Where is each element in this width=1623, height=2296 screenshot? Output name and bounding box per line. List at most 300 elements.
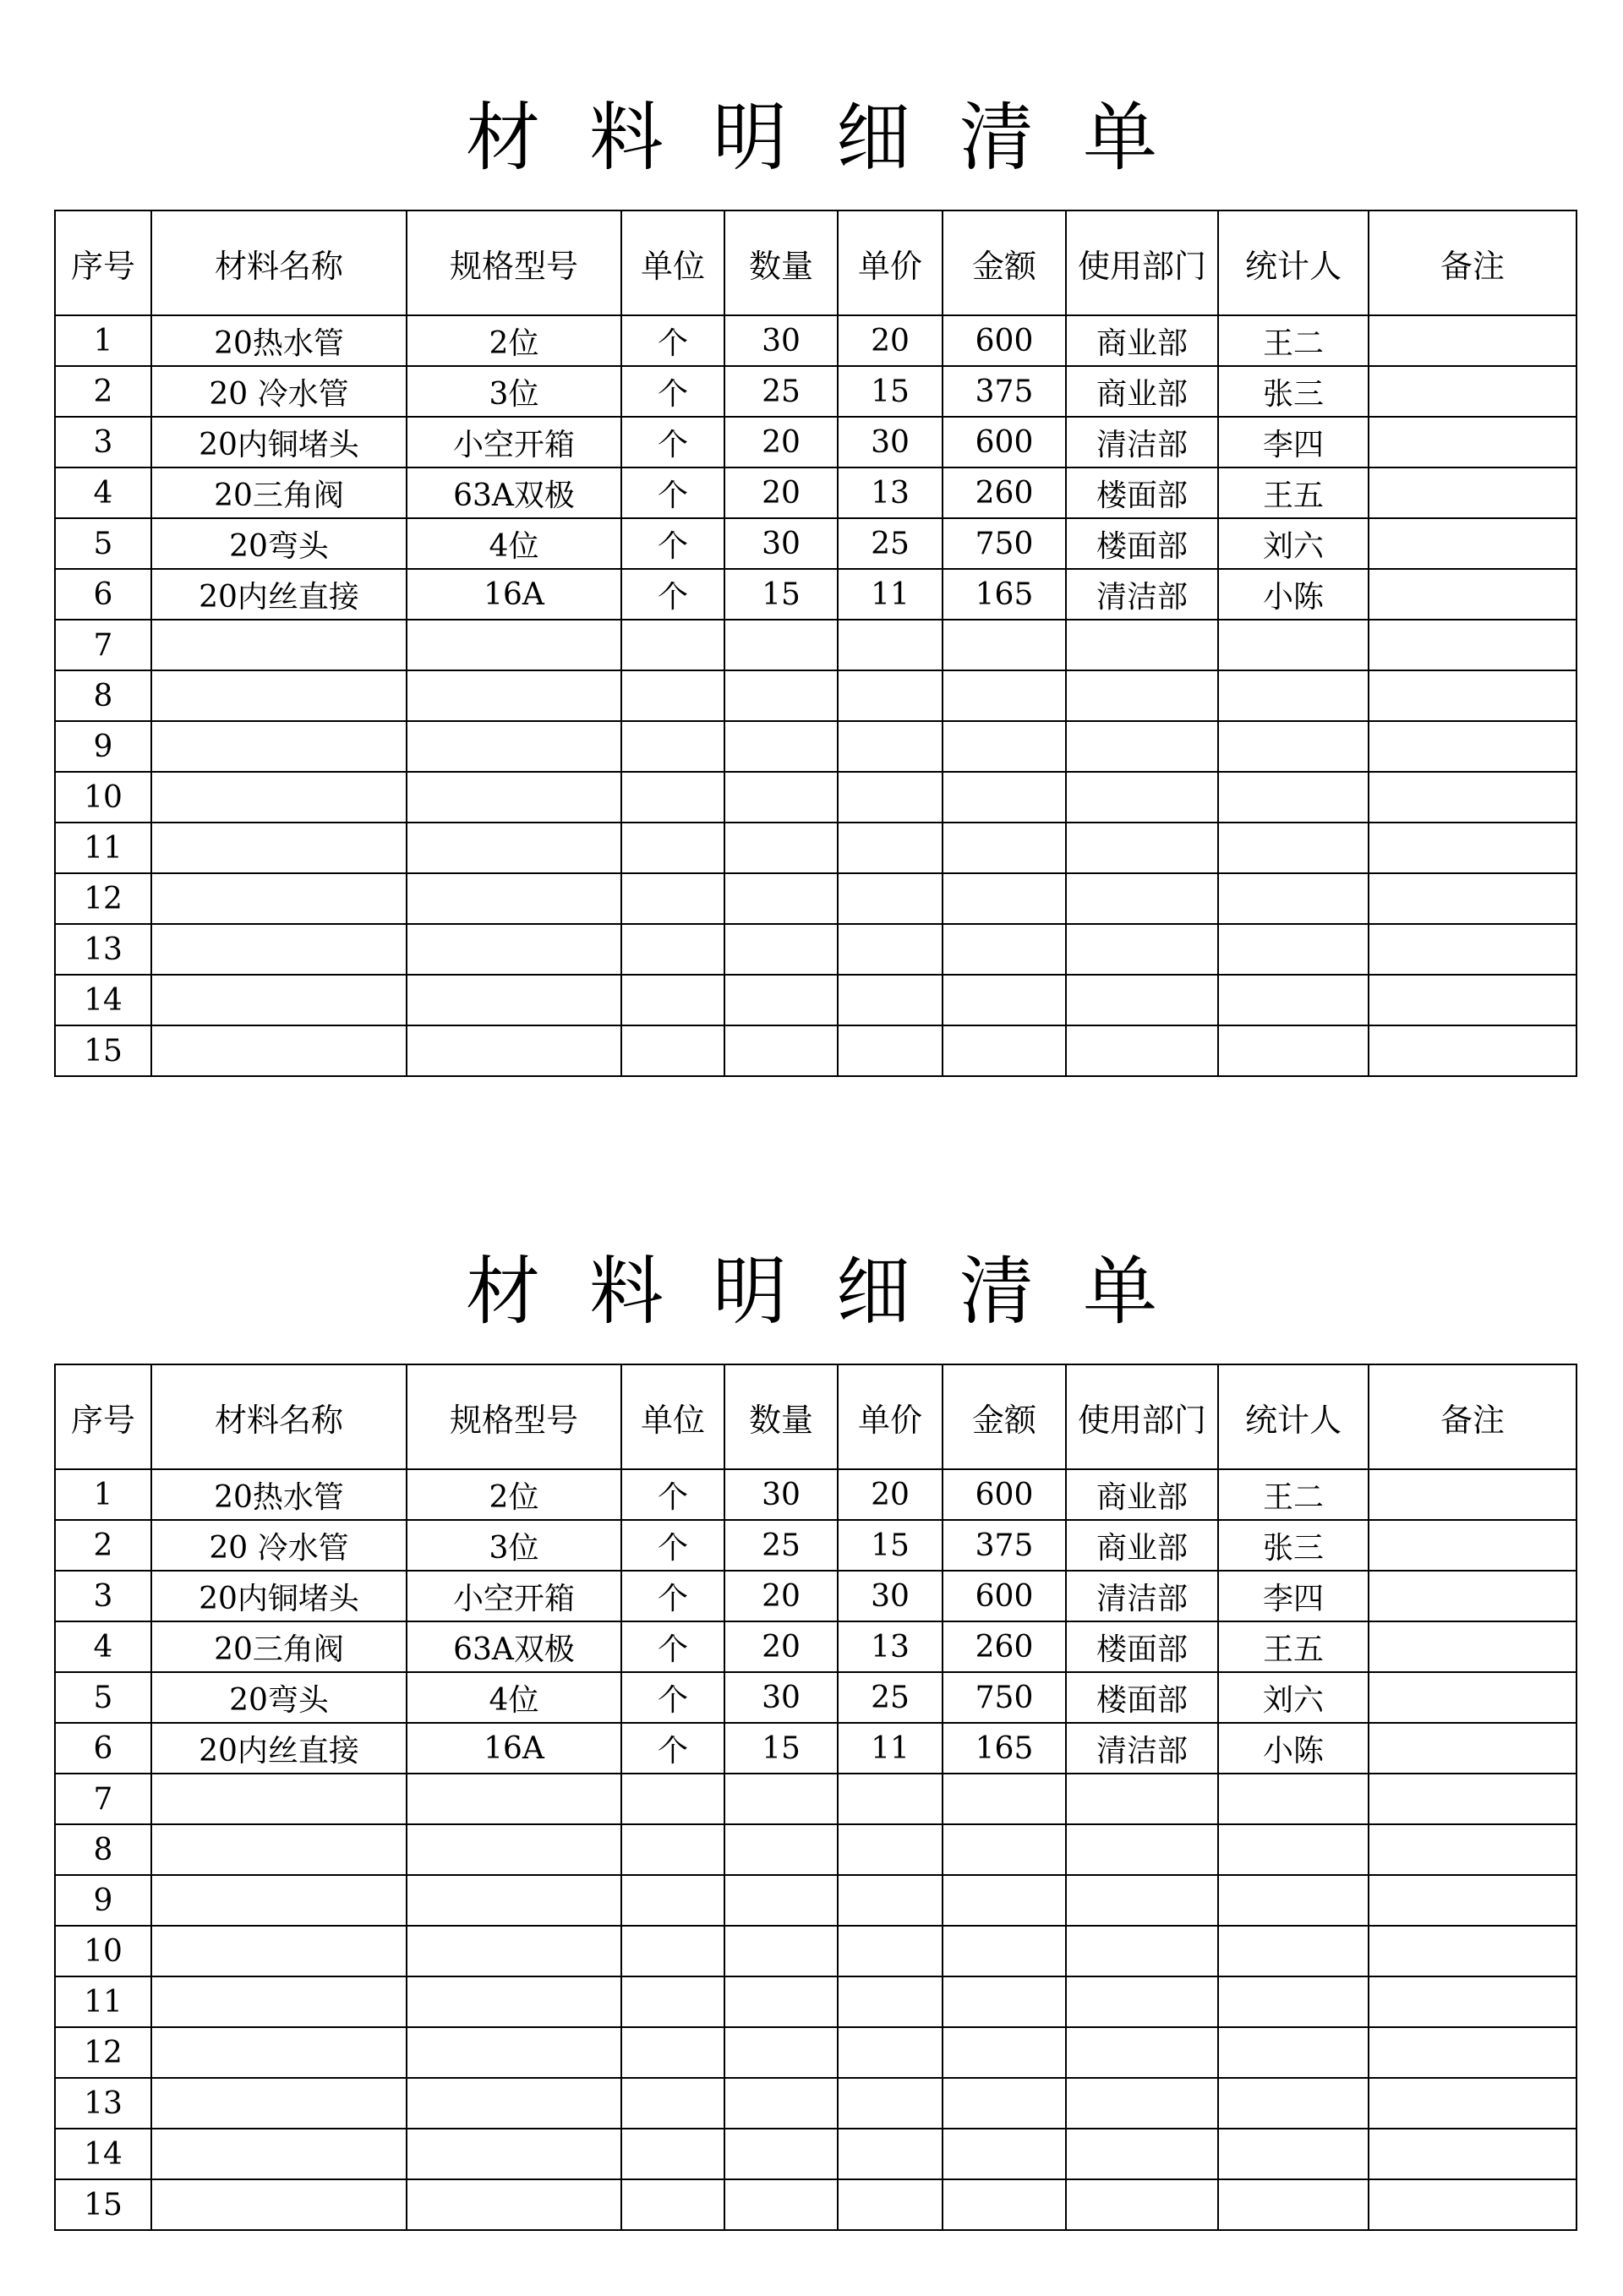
cell-remarks xyxy=(1369,2179,1577,2230)
cell-remarks xyxy=(1369,467,1577,518)
cell-recorder xyxy=(1218,721,1369,772)
cell-index: 5 xyxy=(55,518,151,569)
cell-remarks xyxy=(1369,873,1577,924)
cell-material-name xyxy=(151,772,407,823)
cell-material-name xyxy=(151,2027,407,2078)
cell-quantity: 20 xyxy=(724,1571,838,1621)
cell-amount xyxy=(943,823,1066,873)
cell-unit-price xyxy=(838,772,943,823)
cell-unit-price: 25 xyxy=(838,518,943,569)
cell-unit-price xyxy=(838,670,943,721)
cell-spec-model: 3位 xyxy=(407,1520,621,1571)
cell-amount xyxy=(943,924,1066,975)
cell-department xyxy=(1066,1774,1218,1824)
cell-quantity: 30 xyxy=(724,315,838,366)
cell-index: 7 xyxy=(55,1774,151,1824)
cell-remarks xyxy=(1369,2129,1577,2179)
cell-remarks xyxy=(1369,518,1577,569)
cell-unit: 个 xyxy=(621,467,724,518)
header-recorder: 统计人 xyxy=(1218,1364,1369,1469)
cell-remarks xyxy=(1369,620,1577,670)
cell-department: 楼面部 xyxy=(1066,518,1218,569)
cell-recorder: 刘六 xyxy=(1218,1672,1369,1723)
cell-department: 楼面部 xyxy=(1066,1672,1218,1723)
cell-unit: 个 xyxy=(621,1469,724,1520)
cell-quantity xyxy=(724,2027,838,2078)
cell-unit-price xyxy=(838,1824,943,1875)
cell-recorder xyxy=(1218,975,1369,1025)
cell-index: 13 xyxy=(55,2078,151,2129)
cell-spec-model xyxy=(407,1025,621,1076)
header-department: 使用部门 xyxy=(1066,1364,1218,1469)
cell-spec-model xyxy=(407,924,621,975)
cell-index: 4 xyxy=(55,1621,151,1672)
cell-unit-price xyxy=(838,1025,943,1076)
cell-spec-model: 63A双极 xyxy=(407,1621,621,1672)
cell-spec-model: 16A xyxy=(407,569,621,620)
cell-department: 商业部 xyxy=(1066,366,1218,417)
cell-unit xyxy=(621,2027,724,2078)
cell-amount: 750 xyxy=(943,518,1066,569)
cell-unit: 个 xyxy=(621,1621,724,1672)
table-row xyxy=(55,823,1577,873)
cell-unit xyxy=(621,2078,724,2129)
cell-index: 15 xyxy=(55,2179,151,2230)
table-row xyxy=(55,670,1577,721)
cell-unit-price xyxy=(838,924,943,975)
material-table xyxy=(54,1364,1577,2231)
cell-index: 1 xyxy=(55,1469,151,1520)
table-body xyxy=(55,315,1577,1076)
cell-department xyxy=(1066,2078,1218,2129)
cell-material-name xyxy=(151,924,407,975)
table-body xyxy=(55,1469,1577,2230)
cell-recorder xyxy=(1218,2129,1369,2179)
cell-quantity: 30 xyxy=(724,1469,838,1520)
cell-recorder xyxy=(1218,2027,1369,2078)
cell-recorder: 王五 xyxy=(1218,467,1369,518)
cell-unit-price xyxy=(838,1976,943,2027)
cell-remarks xyxy=(1369,1824,1577,1875)
cell-unit xyxy=(621,620,724,670)
cell-unit-price: 13 xyxy=(838,1621,943,1672)
cell-material-name xyxy=(151,620,407,670)
cell-spec-model xyxy=(407,1976,621,2027)
cell-amount xyxy=(943,620,1066,670)
cell-quantity xyxy=(724,823,838,873)
cell-index: 5 xyxy=(55,1672,151,1723)
cell-unit xyxy=(621,1875,724,1926)
cell-material-name: 20 冷水管 xyxy=(151,1520,407,1571)
table-row xyxy=(55,2179,1577,2230)
table-row xyxy=(55,1520,1577,1571)
cell-recorder: 王二 xyxy=(1218,315,1369,366)
cell-unit xyxy=(621,2129,724,2179)
cell-index: 1 xyxy=(55,315,151,366)
cell-recorder: 王二 xyxy=(1218,1469,1369,1520)
cell-index: 13 xyxy=(55,924,151,975)
table-row xyxy=(55,924,1577,975)
cell-remarks xyxy=(1369,1621,1577,1672)
cell-spec-model xyxy=(407,2129,621,2179)
cell-department xyxy=(1066,2027,1218,2078)
cell-quantity xyxy=(724,1926,838,1976)
cell-department: 商业部 xyxy=(1066,1469,1218,1520)
cell-remarks xyxy=(1369,1571,1577,1621)
header-unit: 单位 xyxy=(621,210,724,315)
cell-unit: 个 xyxy=(621,569,724,620)
cell-remarks xyxy=(1369,569,1577,620)
header-quantity: 数量 xyxy=(724,210,838,315)
table-row xyxy=(55,721,1577,772)
cell-material-name xyxy=(151,873,407,924)
cell-remarks xyxy=(1369,1520,1577,1571)
cell-quantity: 30 xyxy=(724,518,838,569)
cell-material-name xyxy=(151,2078,407,2129)
cell-unit-price xyxy=(838,721,943,772)
cell-quantity xyxy=(724,2179,838,2230)
cell-unit-price xyxy=(838,1875,943,1926)
cell-department xyxy=(1066,772,1218,823)
cell-department: 商业部 xyxy=(1066,315,1218,366)
cell-material-name: 20三角阀 xyxy=(151,1621,407,1672)
cell-unit-price xyxy=(838,1774,943,1824)
cell-unit xyxy=(621,1976,724,2027)
cell-index: 8 xyxy=(55,670,151,721)
cell-index: 9 xyxy=(55,721,151,772)
header-recorder: 统计人 xyxy=(1218,210,1369,315)
cell-unit xyxy=(621,1824,724,1875)
cell-remarks xyxy=(1369,1976,1577,2027)
table-row xyxy=(55,467,1577,518)
cell-index: 2 xyxy=(55,1520,151,1571)
cell-index: 7 xyxy=(55,620,151,670)
cell-recorder xyxy=(1218,1926,1369,1976)
cell-spec-model xyxy=(407,1824,621,1875)
cell-amount: 260 xyxy=(943,467,1066,518)
table-row xyxy=(55,417,1577,467)
table-row xyxy=(55,1621,1577,1672)
cell-amount: 165 xyxy=(943,1723,1066,1774)
cell-material-name: 20热水管 xyxy=(151,1469,407,1520)
cell-unit-price xyxy=(838,823,943,873)
cell-material-name: 20三角阀 xyxy=(151,467,407,518)
cell-department xyxy=(1066,975,1218,1025)
cell-spec-model xyxy=(407,823,621,873)
cell-amount: 260 xyxy=(943,1621,1066,1672)
cell-spec-model xyxy=(407,721,621,772)
cell-amount xyxy=(943,2078,1066,2129)
cell-quantity: 20 xyxy=(724,467,838,518)
cell-amount: 165 xyxy=(943,569,1066,620)
cell-quantity xyxy=(724,721,838,772)
cell-amount xyxy=(943,721,1066,772)
table-row xyxy=(55,518,1577,569)
cell-recorder xyxy=(1218,1875,1369,1926)
cell-amount: 600 xyxy=(943,417,1066,467)
cell-index: 2 xyxy=(55,366,151,417)
cell-material-name xyxy=(151,1774,407,1824)
cell-unit xyxy=(621,823,724,873)
table-row xyxy=(55,772,1577,823)
cell-remarks xyxy=(1369,315,1577,366)
cell-unit-price: 30 xyxy=(838,1571,943,1621)
cell-material-name: 20 冷水管 xyxy=(151,366,407,417)
cell-quantity xyxy=(724,873,838,924)
cell-department xyxy=(1066,721,1218,772)
cell-department xyxy=(1066,873,1218,924)
cell-spec-model xyxy=(407,772,621,823)
material-table xyxy=(54,210,1577,1077)
cell-amount: 600 xyxy=(943,315,1066,366)
cell-index: 8 xyxy=(55,1824,151,1875)
cell-unit-price xyxy=(838,975,943,1025)
cell-recorder xyxy=(1218,1976,1369,2027)
cell-recorder xyxy=(1218,873,1369,924)
cell-material-name xyxy=(151,670,407,721)
header-spec-model: 规格型号 xyxy=(407,210,621,315)
cell-remarks xyxy=(1369,1469,1577,1520)
cell-recorder: 刘六 xyxy=(1218,518,1369,569)
cell-unit xyxy=(621,1774,724,1824)
cell-recorder xyxy=(1218,1774,1369,1824)
cell-unit xyxy=(621,721,724,772)
cell-spec-model xyxy=(407,873,621,924)
table-row xyxy=(55,1571,1577,1621)
sheet-title: 材料明细清单 xyxy=(465,94,1206,181)
cell-unit xyxy=(621,2179,724,2230)
cell-recorder: 李四 xyxy=(1218,1571,1369,1621)
cell-recorder: 王五 xyxy=(1218,1621,1369,1672)
cell-spec-model: 小空开箱 xyxy=(407,1571,621,1621)
cell-unit xyxy=(621,1926,724,1976)
cell-unit-price xyxy=(838,2129,943,2179)
cell-remarks xyxy=(1369,417,1577,467)
cell-remarks xyxy=(1369,1025,1577,1076)
cell-department xyxy=(1066,1926,1218,1976)
cell-quantity xyxy=(724,1875,838,1926)
cell-spec-model xyxy=(407,2179,621,2230)
cell-department xyxy=(1066,1025,1218,1076)
cell-unit: 个 xyxy=(621,518,724,569)
table-row xyxy=(55,1774,1577,1824)
table-header-row xyxy=(55,210,1577,315)
header-amount: 金额 xyxy=(943,1364,1066,1469)
cell-unit: 个 xyxy=(621,315,724,366)
cell-department: 楼面部 xyxy=(1066,467,1218,518)
cell-material-name xyxy=(151,1824,407,1875)
table-header-row xyxy=(55,1364,1577,1469)
cell-index: 15 xyxy=(55,1025,151,1076)
cell-unit: 个 xyxy=(621,1571,724,1621)
cell-amount xyxy=(943,772,1066,823)
cell-recorder xyxy=(1218,670,1369,721)
cell-quantity: 15 xyxy=(724,1723,838,1774)
cell-index: 6 xyxy=(55,1723,151,1774)
cell-remarks xyxy=(1369,1723,1577,1774)
header-index: 序号 xyxy=(55,210,151,315)
table-row xyxy=(55,620,1577,670)
cell-material-name: 20内铜堵头 xyxy=(151,1571,407,1621)
cell-spec-model: 3位 xyxy=(407,366,621,417)
cell-unit-price: 15 xyxy=(838,366,943,417)
cell-index: 11 xyxy=(55,1976,151,2027)
cell-department: 清洁部 xyxy=(1066,1571,1218,1621)
cell-amount xyxy=(943,1926,1066,1976)
cell-recorder: 张三 xyxy=(1218,1520,1369,1571)
cell-spec-model xyxy=(407,2078,621,2129)
cell-amount xyxy=(943,1025,1066,1076)
cell-recorder xyxy=(1218,772,1369,823)
cell-recorder: 张三 xyxy=(1218,366,1369,417)
cell-quantity: 15 xyxy=(724,569,838,620)
cell-department xyxy=(1066,620,1218,670)
cell-remarks xyxy=(1369,366,1577,417)
cell-index: 12 xyxy=(55,873,151,924)
cell-quantity xyxy=(724,2078,838,2129)
cell-recorder xyxy=(1218,823,1369,873)
cell-unit xyxy=(621,772,724,823)
cell-material-name xyxy=(151,1976,407,2027)
table-row xyxy=(55,2129,1577,2179)
cell-unit: 个 xyxy=(621,1520,724,1571)
cell-index: 12 xyxy=(55,2027,151,2078)
cell-amount: 375 xyxy=(943,366,1066,417)
cell-quantity: 30 xyxy=(724,1672,838,1723)
cell-unit-price: 11 xyxy=(838,569,943,620)
cell-remarks xyxy=(1369,823,1577,873)
cell-material-name xyxy=(151,2129,407,2179)
cell-amount: 750 xyxy=(943,1672,1066,1723)
table-row xyxy=(55,873,1577,924)
cell-material-name: 20内铜堵头 xyxy=(151,417,407,467)
cell-spec-model xyxy=(407,620,621,670)
table-row xyxy=(55,1824,1577,1875)
cell-material-name: 20内丝直接 xyxy=(151,1723,407,1774)
cell-remarks xyxy=(1369,721,1577,772)
cell-amount: 600 xyxy=(943,1571,1066,1621)
cell-remarks xyxy=(1369,1774,1577,1824)
cell-department: 清洁部 xyxy=(1066,417,1218,467)
table-row xyxy=(55,2027,1577,2078)
cell-quantity xyxy=(724,1025,838,1076)
cell-amount xyxy=(943,1976,1066,2027)
cell-remarks xyxy=(1369,1875,1577,1926)
cell-index: 10 xyxy=(55,772,151,823)
cell-quantity xyxy=(724,1976,838,2027)
table-row xyxy=(55,1723,1577,1774)
header-unit-price: 单价 xyxy=(838,1364,943,1469)
cell-unit: 个 xyxy=(621,417,724,467)
cell-amount xyxy=(943,1774,1066,1824)
cell-recorder xyxy=(1218,1025,1369,1076)
cell-unit-price: 25 xyxy=(838,1672,943,1723)
cell-remarks xyxy=(1369,1926,1577,1976)
cell-material-name: 20热水管 xyxy=(151,315,407,366)
table-row xyxy=(55,569,1577,620)
cell-remarks xyxy=(1369,2027,1577,2078)
cell-remarks xyxy=(1369,772,1577,823)
cell-unit xyxy=(621,1025,724,1076)
table-row xyxy=(55,1469,1577,1520)
cell-material-name xyxy=(151,1875,407,1926)
cell-unit xyxy=(621,924,724,975)
cell-unit-price: 20 xyxy=(838,1469,943,1520)
cell-unit xyxy=(621,670,724,721)
cell-recorder xyxy=(1218,2179,1369,2230)
table-row xyxy=(55,1672,1577,1723)
cell-unit: 个 xyxy=(621,1672,724,1723)
cell-spec-model xyxy=(407,1926,621,1976)
cell-unit-price: 13 xyxy=(838,467,943,518)
cell-amount xyxy=(943,670,1066,721)
cell-material-name xyxy=(151,2179,407,2230)
cell-amount: 600 xyxy=(943,1469,1066,1520)
cell-department: 清洁部 xyxy=(1066,569,1218,620)
cell-recorder xyxy=(1218,924,1369,975)
cell-unit-price: 20 xyxy=(838,315,943,366)
cell-unit-price xyxy=(838,620,943,670)
cell-spec-model: 4位 xyxy=(407,1672,621,1723)
cell-department xyxy=(1066,1824,1218,1875)
cell-department xyxy=(1066,924,1218,975)
header-quantity: 数量 xyxy=(724,1364,838,1469)
cell-material-name xyxy=(151,975,407,1025)
cell-amount: 375 xyxy=(943,1520,1066,1571)
table-row xyxy=(55,1976,1577,2027)
cell-index: 6 xyxy=(55,569,151,620)
cell-unit xyxy=(621,975,724,1025)
cell-unit-price xyxy=(838,873,943,924)
header-material-name: 材料名称 xyxy=(151,1364,407,1469)
table-row xyxy=(55,315,1577,366)
sheet-title: 材料明细清单 xyxy=(465,1248,1206,1335)
cell-unit-price: 15 xyxy=(838,1520,943,1571)
cell-quantity: 25 xyxy=(724,366,838,417)
cell-amount xyxy=(943,2129,1066,2179)
cell-material-name xyxy=(151,1025,407,1076)
cell-index: 4 xyxy=(55,467,151,518)
cell-department xyxy=(1066,2129,1218,2179)
header-remarks: 备注 xyxy=(1369,210,1577,315)
cell-spec-model xyxy=(407,975,621,1025)
cell-material-name xyxy=(151,721,407,772)
cell-recorder: 小陈 xyxy=(1218,569,1369,620)
cell-spec-model xyxy=(407,1774,621,1824)
cell-remarks xyxy=(1369,975,1577,1025)
table-row xyxy=(55,975,1577,1025)
cell-unit-price xyxy=(838,2078,943,2129)
cell-index: 14 xyxy=(55,975,151,1025)
cell-quantity xyxy=(724,975,838,1025)
cell-unit-price: 30 xyxy=(838,417,943,467)
table-row xyxy=(55,1025,1577,1076)
cell-material-name: 20内丝直接 xyxy=(151,569,407,620)
cell-recorder: 李四 xyxy=(1218,417,1369,467)
cell-material-name xyxy=(151,1926,407,1976)
cell-unit-price xyxy=(838,2027,943,2078)
cell-unit-price xyxy=(838,2179,943,2230)
cell-spec-model: 16A xyxy=(407,1723,621,1774)
cell-spec-model: 2位 xyxy=(407,315,621,366)
cell-unit-price xyxy=(838,1926,943,1976)
cell-quantity xyxy=(724,1824,838,1875)
cell-remarks xyxy=(1369,924,1577,975)
cell-recorder: 小陈 xyxy=(1218,1723,1369,1774)
cell-index: 14 xyxy=(55,2129,151,2179)
cell-quantity xyxy=(724,1774,838,1824)
cell-unit xyxy=(621,873,724,924)
